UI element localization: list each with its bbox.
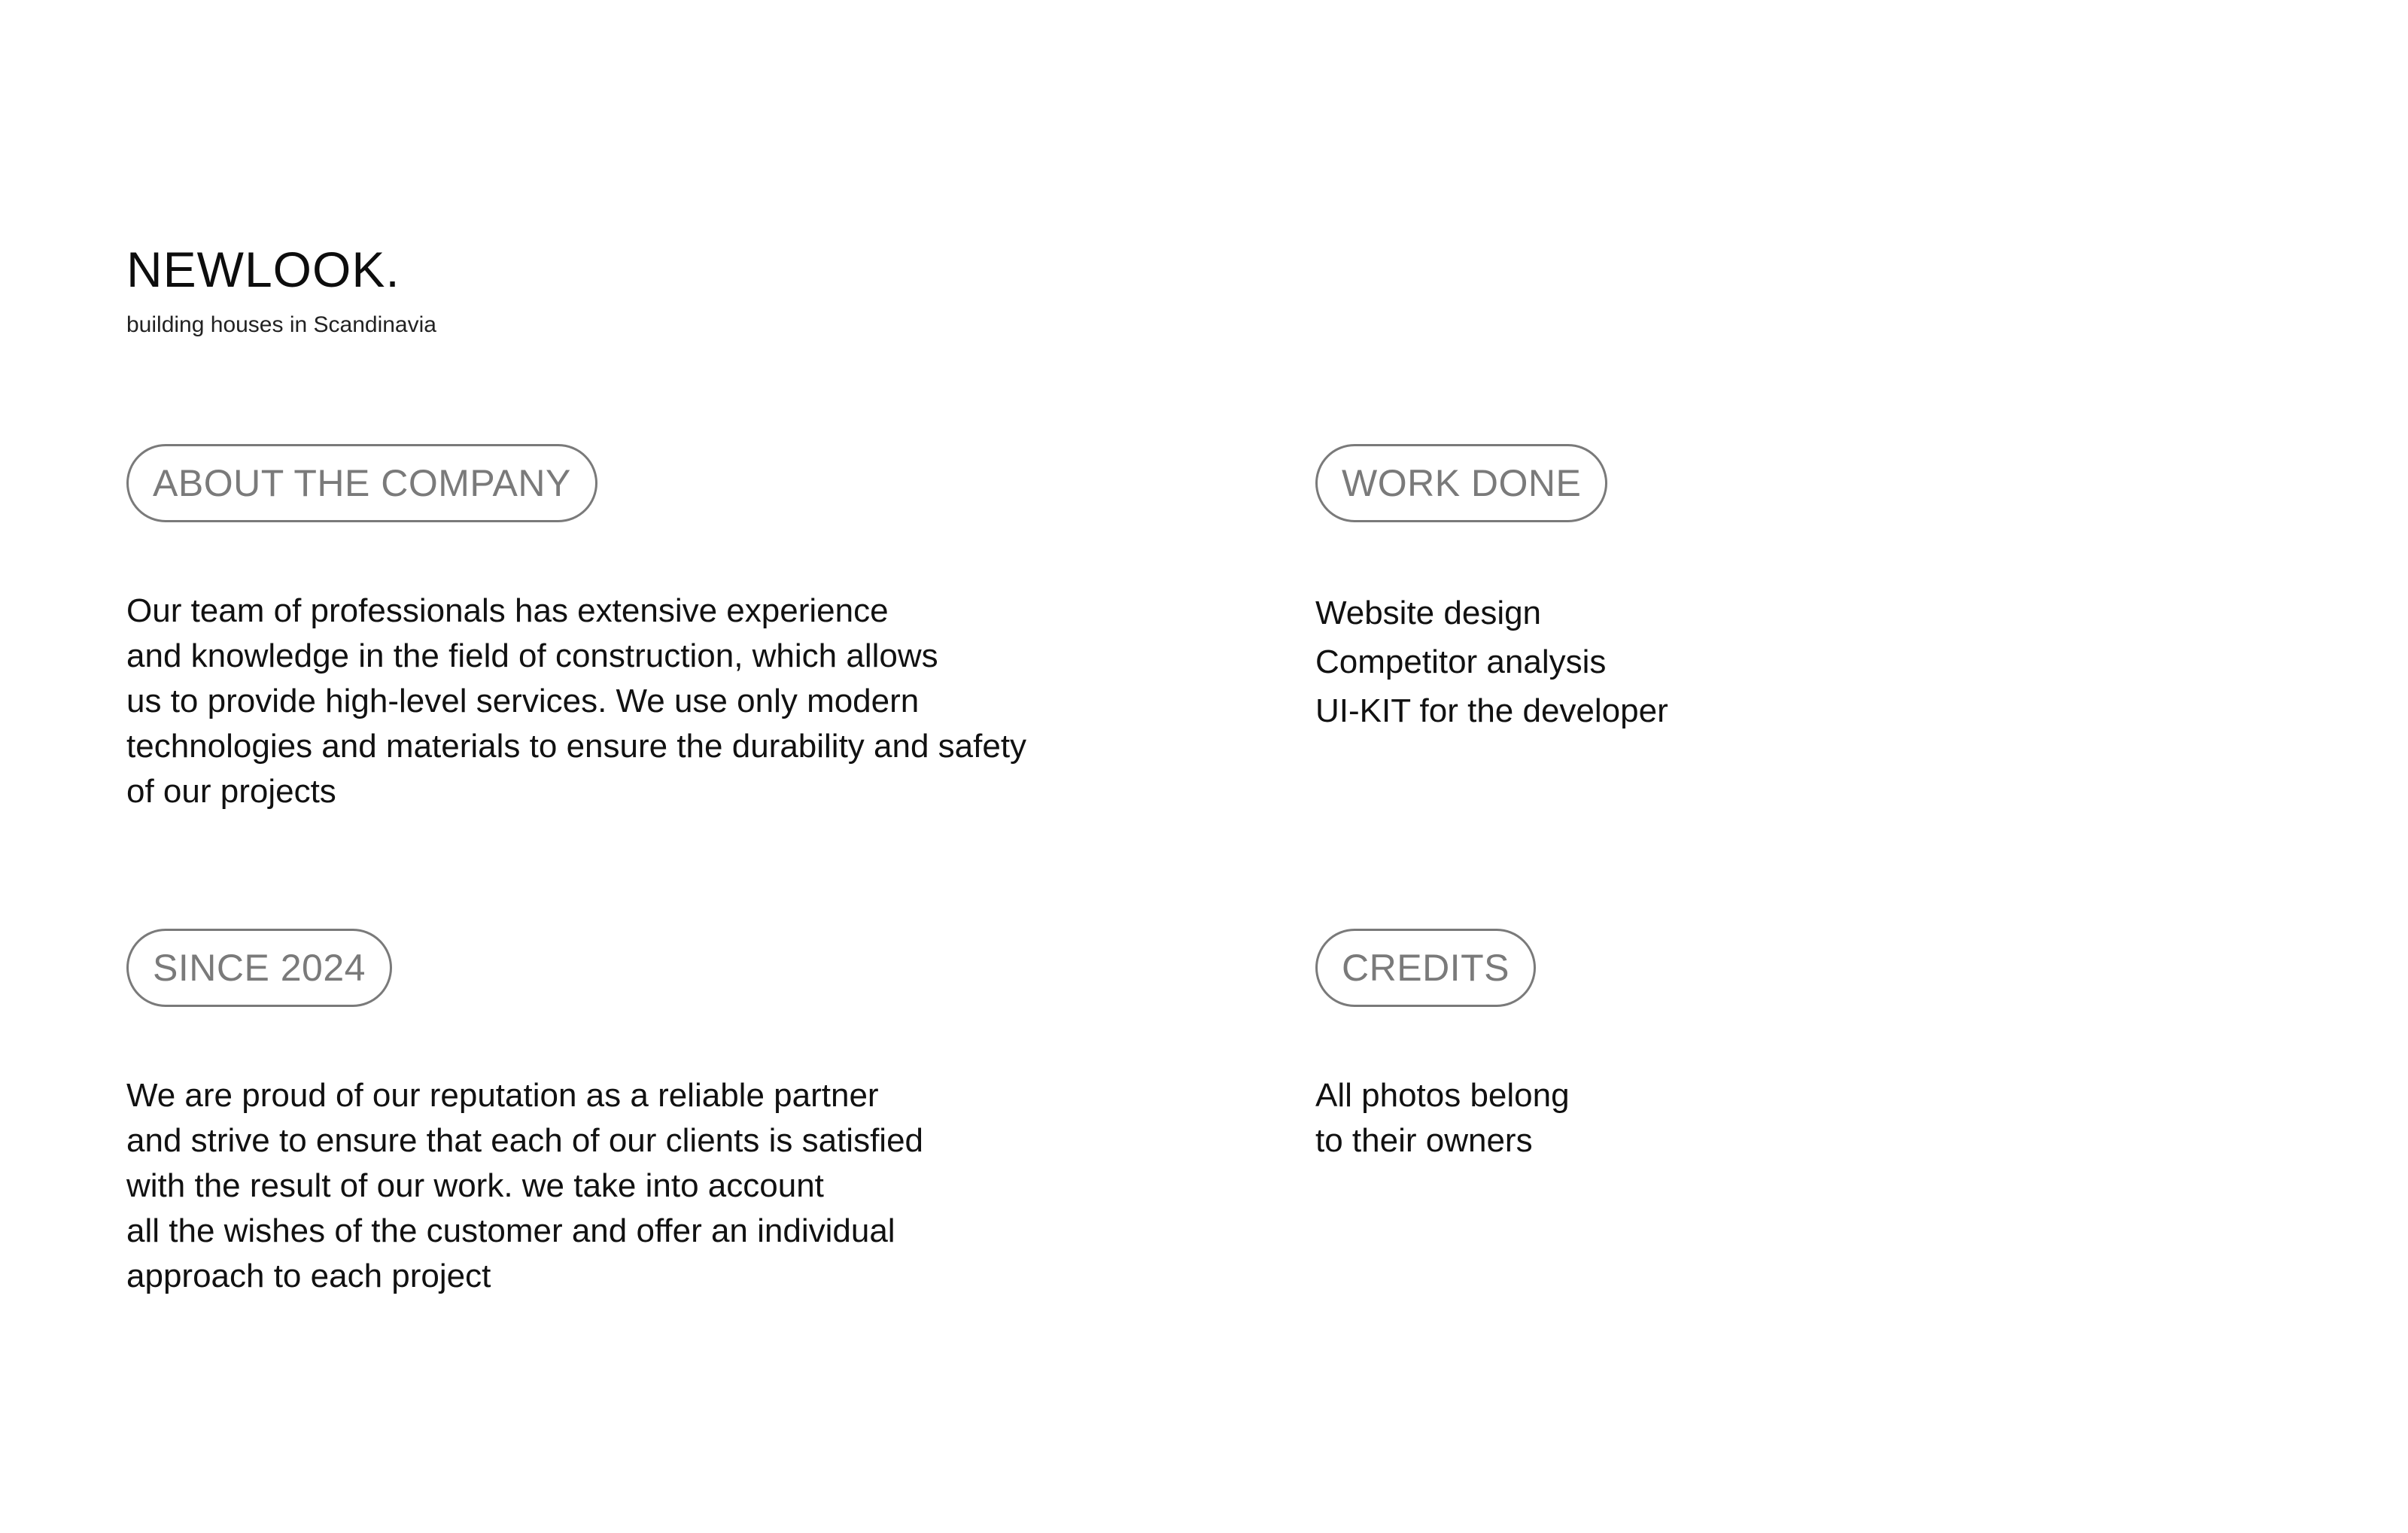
about-label-pill: ABOUT THE COMPANY [126, 444, 597, 522]
work-done-label-pill: WORK DONE [1315, 444, 1607, 522]
about-text-line: us to provide high-level services. We use only modern [126, 683, 920, 719]
list-item: Competitor analysis [1315, 643, 1607, 680]
about-text-line: technologies and materials to ensure the durability and safety [126, 728, 1027, 765]
credits-text-line: to their owners [1315, 1122, 1533, 1159]
brand-header [126, 239, 436, 340]
about-section [126, 444, 1026, 814]
about-text-line: of our projects [126, 773, 336, 810]
about-text [126, 589, 1026, 814]
list-item: UI-KIT for the developer [1315, 692, 1668, 729]
since-section [126, 929, 923, 1299]
credits-text-line: All photos belong [1315, 1077, 1570, 1114]
since-text-line: We are proud of our reputation as a reliable partner [126, 1077, 879, 1114]
since-text-line: and strive to ensure that each of our clients is satisfied [126, 1122, 924, 1159]
credits-text [1315, 1073, 1570, 1163]
brand-title: NEWLOOK. [126, 242, 400, 297]
list-item: Website design [1315, 595, 1542, 631]
about-text-line: and knowledge in the field of construction, which allows [126, 637, 938, 674]
credits-section [1315, 929, 1570, 1163]
since-text-line: with the result of our work. we take into account [126, 1167, 824, 1204]
work-done-list [1315, 589, 1668, 735]
credits-label-pill: CREDITS [1315, 929, 1536, 1007]
about-text-line: Our team of professionals has extensive experience [126, 592, 889, 629]
since-text [126, 1073, 923, 1299]
work-done-section [1315, 444, 1668, 768]
since-text-line: approach to each project [126, 1258, 491, 1294]
since-label-pill: SINCE 2024 [126, 929, 392, 1007]
since-text-line: all the wishes of the customer and offer an individual [126, 1212, 895, 1249]
brand-tagline: building houses in Scandinavia [126, 312, 436, 337]
